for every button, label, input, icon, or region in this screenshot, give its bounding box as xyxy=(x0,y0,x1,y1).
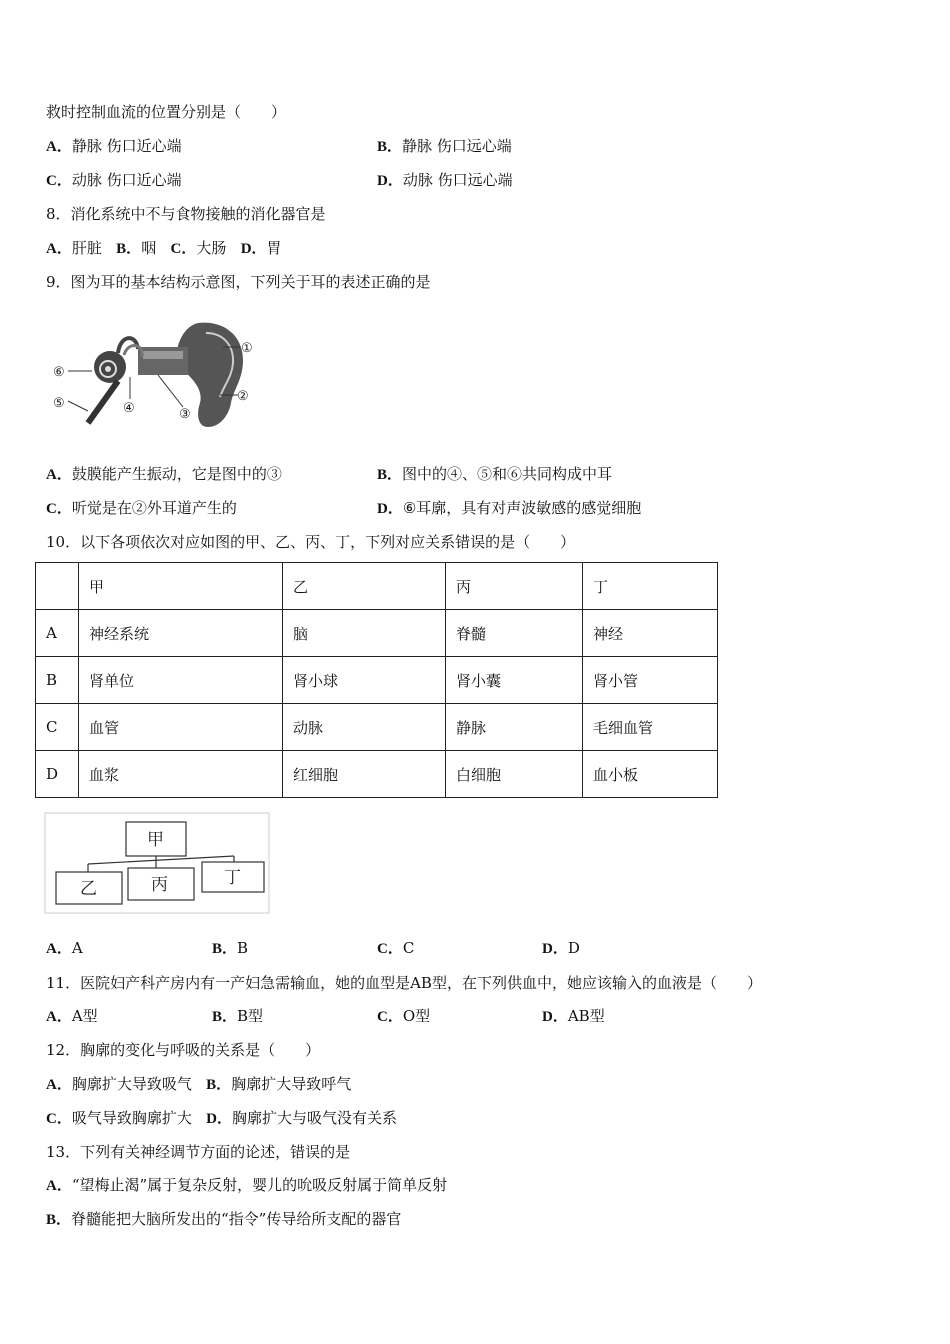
q10-table xyxy=(35,562,718,798)
option-text: B xyxy=(237,939,249,957)
table-cell: C xyxy=(36,704,79,751)
option-text: 鼓膜能产生振动，它是图中的③ xyxy=(71,465,282,483)
q11-option-d xyxy=(542,1005,605,1026)
box-left-label: 乙 xyxy=(80,879,97,899)
table-row xyxy=(36,657,718,704)
ear-structure-figure xyxy=(48,315,268,435)
box-top-label: 甲 xyxy=(147,830,164,850)
q10-option-c xyxy=(377,937,414,958)
option-letter: A． xyxy=(46,139,72,155)
q10-option-a xyxy=(46,937,83,958)
option-letter: C． xyxy=(377,941,403,957)
option-text: D xyxy=(567,939,580,957)
option-letter: D． xyxy=(542,1009,568,1025)
option-letter: B． xyxy=(377,139,403,155)
option-letter: C． xyxy=(377,1009,403,1025)
table-cell: 红细胞 xyxy=(283,751,446,798)
option-letter: D． xyxy=(206,1111,233,1127)
q10-option-b xyxy=(212,937,248,958)
option-letter: C． xyxy=(46,1111,72,1127)
option-text: AB型 xyxy=(567,1007,605,1025)
ear-label-2: ② xyxy=(237,389,249,404)
option-text: “望梅止渴”属于复杂反射，婴儿的吮吸反射属于简单反射 xyxy=(71,1176,448,1194)
q8-stem: 8．消化系统中不与食物接触的消化器官是 xyxy=(46,205,326,223)
q7-option-b xyxy=(377,135,512,156)
option-text: 胸廓扩大与吸气没有关系 xyxy=(232,1109,398,1127)
table-cell: 白细胞 xyxy=(446,751,583,798)
table-cell: 血浆 xyxy=(79,751,283,798)
cochlea-center xyxy=(105,366,111,372)
option-text: A型 xyxy=(71,1007,98,1025)
option-letter: A． xyxy=(46,1178,72,1194)
table-cell: 乙 xyxy=(283,563,446,610)
option-letter: C． xyxy=(46,501,72,517)
table-cell: 肾小球 xyxy=(283,657,446,704)
q10-option-d xyxy=(542,937,580,958)
q7-option-d xyxy=(377,169,513,190)
option-letter: A． xyxy=(46,467,72,483)
option-text: A xyxy=(71,939,83,957)
q9-option-c xyxy=(46,497,237,518)
table-cell: 神经 xyxy=(583,610,718,657)
table-row xyxy=(36,704,718,751)
option-letter: A． xyxy=(46,941,72,957)
option-text: B型 xyxy=(237,1007,264,1025)
ear-label-3: ③ xyxy=(179,407,191,422)
q11-option-a xyxy=(46,1005,98,1026)
option-text: 脊髓能把大脑所发出的“指令”传导给所支配的器官 xyxy=(71,1210,402,1228)
table-cell: 甲 xyxy=(79,563,283,610)
ear-label-6: ⑥ xyxy=(53,365,65,380)
q10-stem: 10．以下各项依次对应如图的甲、乙、丙、丁，下列对应关系错误的是（ ） xyxy=(46,533,576,551)
option-letter: B． xyxy=(46,1212,72,1228)
option-letter: D． xyxy=(377,501,403,517)
table-cell: 肾单位 xyxy=(79,657,283,704)
table-cell: 脑 xyxy=(283,610,446,657)
q11-option-b xyxy=(212,1005,263,1026)
ear-label-5: ⑤ xyxy=(53,396,65,411)
table-cell: 动脉 xyxy=(283,704,446,751)
ear-canal-inner xyxy=(143,351,183,359)
table-cell: 肾小管 xyxy=(583,657,718,704)
table-cell: D xyxy=(36,751,79,798)
table-row xyxy=(36,610,718,657)
option-text: O型 xyxy=(402,1007,431,1025)
option-letter: A． xyxy=(46,1077,72,1093)
q13-stem: 13．下列有关神经调节方面的论述，错误的是 xyxy=(46,1143,351,1161)
q12-options-cd xyxy=(46,1107,397,1128)
box-mid-label: 丙 xyxy=(151,875,168,895)
table-cell: 肾小囊 xyxy=(446,657,583,704)
q12-options-ab xyxy=(46,1073,351,1094)
option-letter: B． xyxy=(212,1009,238,1025)
option-letter: B． xyxy=(116,241,142,257)
option-text: 肝脏 xyxy=(71,239,102,257)
option-text: ⑥耳廓，具有对声波敏感的感觉细胞 xyxy=(402,499,642,517)
table-cell: 毛细血管 xyxy=(583,704,718,751)
table-cell: 血管 xyxy=(79,704,283,751)
table-cell xyxy=(36,563,79,610)
option-letter: C． xyxy=(170,241,197,257)
q9-option-a xyxy=(46,463,282,484)
option-letter: B． xyxy=(206,1077,232,1093)
option-letter: B． xyxy=(212,941,238,957)
q9-option-b xyxy=(377,463,612,484)
q9-option-d xyxy=(377,497,641,518)
option-letter: A． xyxy=(46,1009,72,1025)
q13-option-b xyxy=(46,1208,401,1229)
ear-label-4: ④ xyxy=(123,401,135,416)
ear-label-1: ① xyxy=(241,341,253,356)
option-text: 咽 xyxy=(141,239,157,257)
option-text: C xyxy=(402,939,415,957)
option-letter: D． xyxy=(377,173,403,189)
q13-option-a xyxy=(46,1174,447,1195)
q7-option-c xyxy=(46,169,182,190)
table-header-row xyxy=(36,563,718,610)
q9-stem: 9．图为耳的基本结构示意图，下列关于耳的表述正确的是 xyxy=(46,273,431,291)
option-letter: C． xyxy=(46,173,72,189)
table-cell: 脊髓 xyxy=(446,610,583,657)
option-text: 动脉 伤口近心端 xyxy=(71,171,182,189)
table-cell: 神经系统 xyxy=(79,610,283,657)
q8-options xyxy=(46,237,282,258)
option-text: 胃 xyxy=(266,239,282,257)
option-text: 动脉 伤口远心端 xyxy=(402,171,513,189)
option-text: 吸气导致胸廓扩大 xyxy=(71,1109,192,1127)
table-cell: 静脉 xyxy=(446,704,583,751)
table-cell: 血小板 xyxy=(583,751,718,798)
table-cell: 丁 xyxy=(583,563,718,610)
q12-stem: 12．胸廓的变化与呼吸的关系是（ ） xyxy=(46,1041,321,1059)
option-text: 胸廓扩大导致吸气 xyxy=(71,1075,192,1093)
option-text: 图中的④、⑤和⑥共同构成中耳 xyxy=(402,465,613,483)
q11-stem: 11．医院妇产科产房内有一产妇急需输血，她的血型是AB型，在下列供血中，她应该输入的血液是（ ） xyxy=(46,974,762,992)
table-cell: A xyxy=(36,610,79,657)
option-text: 静脉 伤口近心端 xyxy=(71,137,182,155)
option-letter: A． xyxy=(46,241,72,257)
table-cell: B xyxy=(36,657,79,704)
table-cell: 丙 xyxy=(446,563,583,610)
option-letter: D． xyxy=(240,241,267,257)
table-row xyxy=(36,751,718,798)
option-text: 胸廓扩大导致呼气 xyxy=(231,1075,352,1093)
q7-stem: 救时控制血流的位置分别是（ ） xyxy=(46,103,287,121)
q11-option-c xyxy=(377,1005,430,1026)
option-text: 大肠 xyxy=(196,239,227,257)
box-right-label: 丁 xyxy=(224,868,241,888)
option-letter: D． xyxy=(542,941,568,957)
q7-option-a xyxy=(46,135,182,156)
option-letter: B． xyxy=(377,467,403,483)
option-text: 听觉是在②外耳道产生的 xyxy=(71,499,237,517)
option-text: 静脉 伤口远心端 xyxy=(402,137,512,155)
hierarchy-figure xyxy=(44,812,270,914)
